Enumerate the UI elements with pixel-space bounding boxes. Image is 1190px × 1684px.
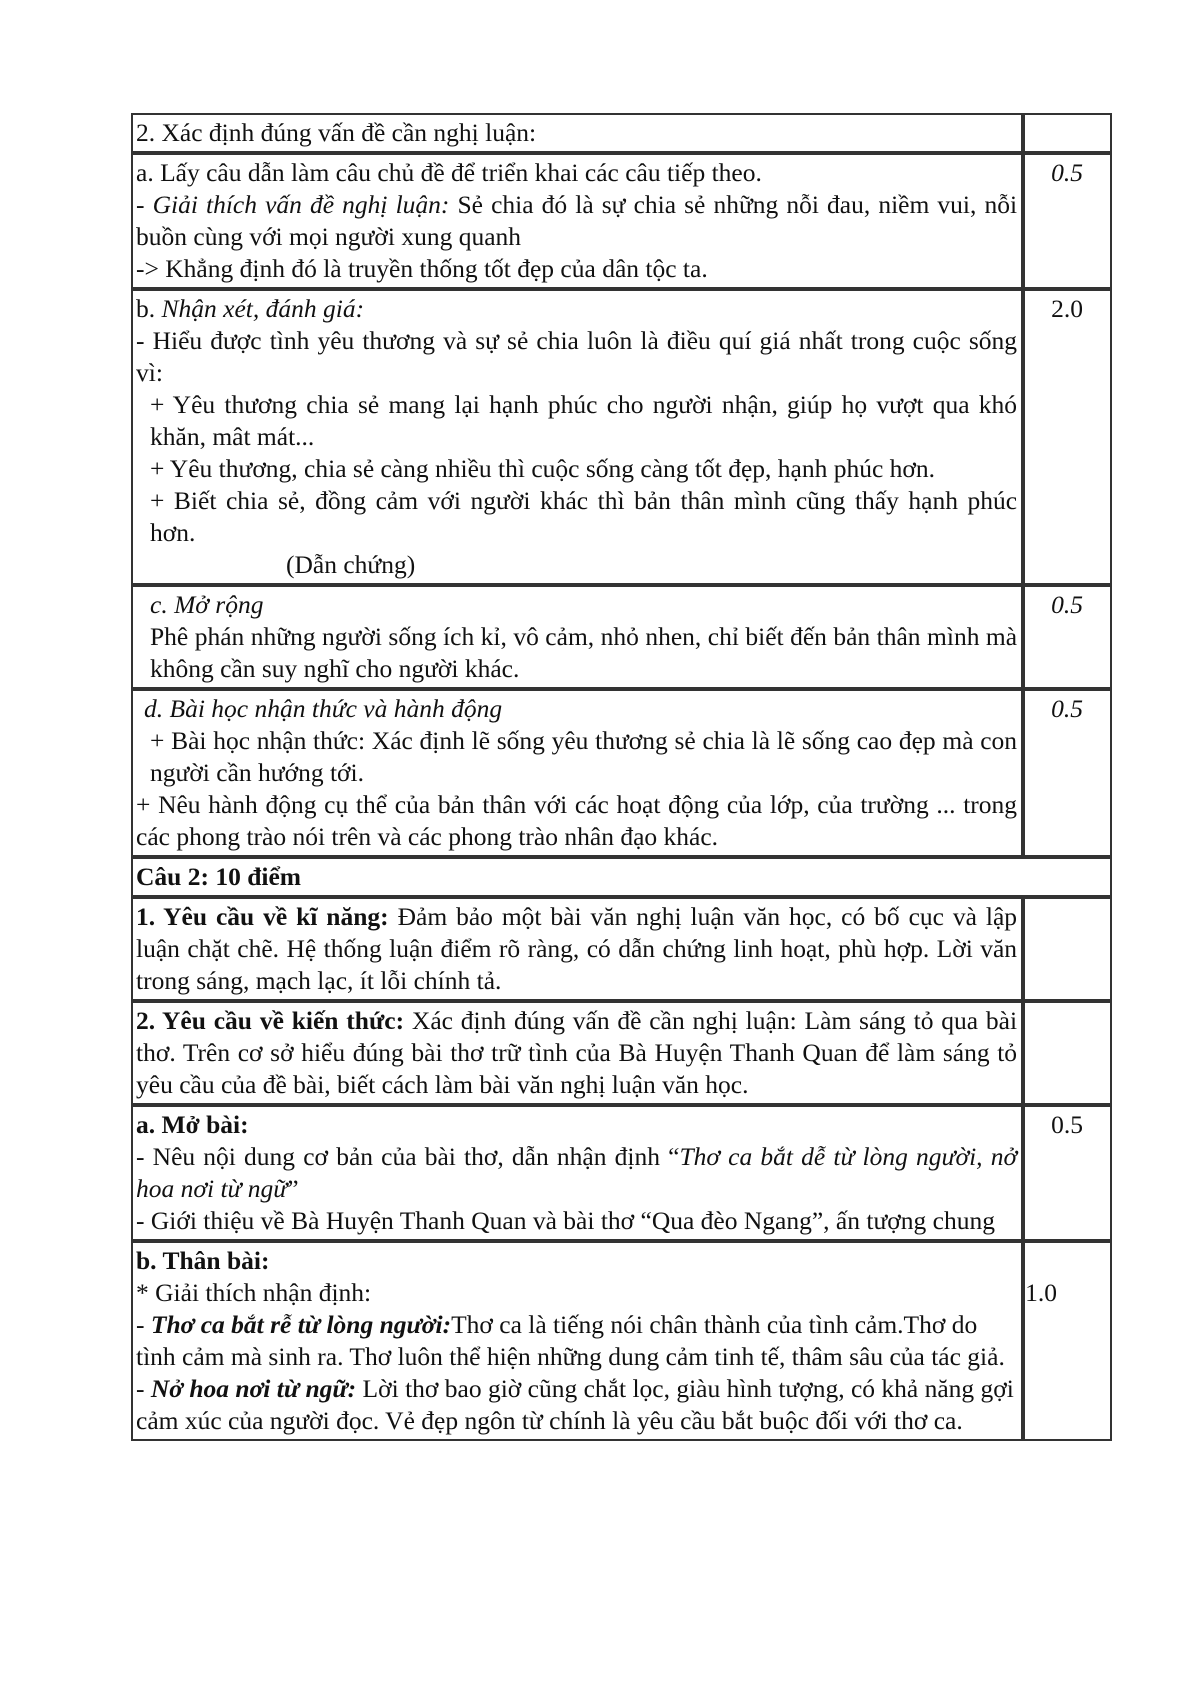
row-score: 0.5 bbox=[1023, 585, 1112, 689]
table-row bbox=[131, 153, 1112, 289]
table-row bbox=[131, 897, 1112, 1001]
table-row bbox=[131, 1105, 1112, 1241]
table-row bbox=[131, 585, 1112, 689]
table-row bbox=[131, 1241, 1112, 1441]
italic-label: - Giải thích vấn đề nghị luận: bbox=[136, 190, 450, 219]
table-row bbox=[131, 689, 1112, 857]
row-text-rest: Xác định đúng vấn đề cần nghị luận: Làm sáng tỏ qua bài thơ. Trên cơ sở hiểu đúng bài thơ trữ tình của Bà Huyện Thanh Quan để làm sáng tỏ yêu cầu của đề bài, biết cách làm bài văn nghị luận văn học. bbox=[136, 1006, 1018, 1099]
row-text: (Dẫn chứng) bbox=[286, 550, 416, 579]
row-text: 2. Xác định đúng vấn đề cần nghị luận: bbox=[136, 118, 537, 147]
row-text-rest: Sẻ chia đó là sự chia sẻ những nỗi đau, niềm vui, nỗi buồn cùng với mọi người xung quanh bbox=[136, 190, 1018, 251]
bold-italic-label: Thơ ca bắt rễ từ lòng người: bbox=[150, 1310, 452, 1339]
row-score bbox=[1023, 113, 1112, 153]
row-text: Phê phán những người sống ích kỉ, vô cảm, nhỏ nhen, chỉ biết đến bản thân mình mà không cần suy nghĩ cho người khác. bbox=[150, 622, 1018, 683]
row-text: + Biết chia sẻ, đồng cảm với người khác thì bản thân mình cũng thấy hạnh phúc hơn. bbox=[150, 486, 1018, 547]
table-row bbox=[131, 289, 1112, 585]
row-content bbox=[131, 289, 1023, 585]
grading-table bbox=[131, 113, 1112, 1441]
row-text bbox=[136, 189, 1017, 253]
row-heading: b. Thân bài: bbox=[136, 1246, 270, 1275]
row-score: 2.0 bbox=[1023, 289, 1112, 585]
row-score: 0.5 bbox=[1023, 689, 1112, 857]
row-text bbox=[136, 1309, 1017, 1373]
bold-italic-label: Nở hoa nơi từ ngữ: bbox=[150, 1374, 357, 1403]
row-content bbox=[131, 897, 1023, 1001]
row-text: + Yêu thương, chia sẻ càng nhiều thì cuộc sống càng tốt đẹp, hạnh phúc hơn. bbox=[150, 454, 936, 483]
row-text: -> Khẳng định đó là truyền thống tốt đẹp của dân tộc ta. bbox=[136, 254, 708, 283]
row-text: * Giải thích nhận định: bbox=[136, 1278, 372, 1307]
row-score: 1.0 bbox=[1023, 1241, 1112, 1441]
row-content bbox=[131, 585, 1023, 689]
row-score bbox=[1023, 897, 1112, 1001]
heading-label: Nhận xét, đánh giá: bbox=[161, 294, 365, 323]
row-text: + Bài học nhận thức: Xác định lẽ sống yêu thương sẻ chia là lẽ sống cao đẹp mà con người cần hướng tới. bbox=[150, 726, 1018, 787]
row-text: + Nêu hành động cụ thể của bản thân với các hoạt động của lớp, của trường ... trong các phong trào nói trên và các phong trào nhân đạo khác. bbox=[136, 790, 1018, 851]
row-text: a. Lấy câu dẫn làm câu chủ đề để triển khai các câu tiếp theo. bbox=[136, 158, 762, 187]
row-text: + Yêu thương chia sẻ mang lại hạnh phúc cho người nhận, giúp họ vượt qua khó khăn, mât mát... bbox=[150, 390, 1018, 451]
row-score bbox=[1023, 1001, 1112, 1105]
row-content bbox=[131, 1001, 1023, 1105]
row-heading bbox=[136, 293, 1017, 325]
quote-close: ” bbox=[287, 1174, 299, 1203]
row-content bbox=[131, 113, 1023, 153]
quote-text: Thơ ca bắt dễ từ lòng người, nở hoa nơi từ ngữ bbox=[136, 1142, 1018, 1203]
row-text-rest: Thơ ca là tiếng nói chân thành của tình cảm.Thơ do tình cảm mà sinh ra. Thơ luôn thể hiện những dung cảm tinh tế, thâm sâu của tác giả. bbox=[136, 1310, 1005, 1371]
row-content bbox=[131, 689, 1023, 857]
row-score: 0.5 bbox=[1023, 153, 1112, 289]
table-row bbox=[131, 857, 1112, 897]
row-content bbox=[131, 1105, 1023, 1241]
dash: - bbox=[136, 1310, 151, 1339]
table-row bbox=[131, 113, 1112, 153]
row-heading: c. Mở rộng bbox=[150, 590, 264, 619]
row-text bbox=[136, 1141, 1017, 1205]
row-content bbox=[131, 153, 1023, 289]
row-text: - Giới thiệu về Bà Huyện Thanh Quan và bài thơ “Qua đèo Ngang”, ấn tượng chung bbox=[136, 1206, 995, 1235]
row-content bbox=[131, 1241, 1023, 1441]
row-text-rest: Lời thơ bao giờ cũng chắt lọc, giàu hình tượng, có khả năng gợi cảm xúc của người đọc. Vẻ đẹp ngôn từ chính là yêu cầu bắt buộc đối với thơ ca. bbox=[136, 1374, 1014, 1435]
row-text-rest: Đảm bảo một bài văn nghị luận văn học, có bố cục và lập luận chặt chẽ. Hệ thống luận điểm rõ ràng, có dẫn chứng linh hoạt, phù hợp. Lời văn trong sáng, mạch lạc, ít lỗi chính tả. bbox=[136, 902, 1018, 995]
table-row bbox=[131, 1001, 1112, 1105]
dash: - bbox=[136, 1374, 151, 1403]
row-text-plain: - Nêu nội dung cơ bản của bài thơ, dẫn nhận định “ bbox=[136, 1142, 680, 1171]
bold-label: 1. Yêu cầu về kĩ năng: bbox=[136, 902, 389, 931]
row-text: - Hiểu được tình yêu thương và sự sẻ chia luôn là điều quí giá nhất trong cuộc sống vì: bbox=[136, 326, 1018, 387]
row-text bbox=[136, 1373, 1017, 1437]
row-score: 0.5 bbox=[1023, 1105, 1112, 1241]
row-heading: a. Mở bài: bbox=[136, 1110, 249, 1139]
heading-prefix: b. bbox=[136, 294, 162, 323]
row-heading: d. Bài học nhận thức và hành động bbox=[144, 694, 503, 723]
bold-label: 2. Yêu cầu về kiến thức: bbox=[136, 1006, 405, 1035]
section-heading: Câu 2: 10 điểm bbox=[131, 857, 1112, 897]
